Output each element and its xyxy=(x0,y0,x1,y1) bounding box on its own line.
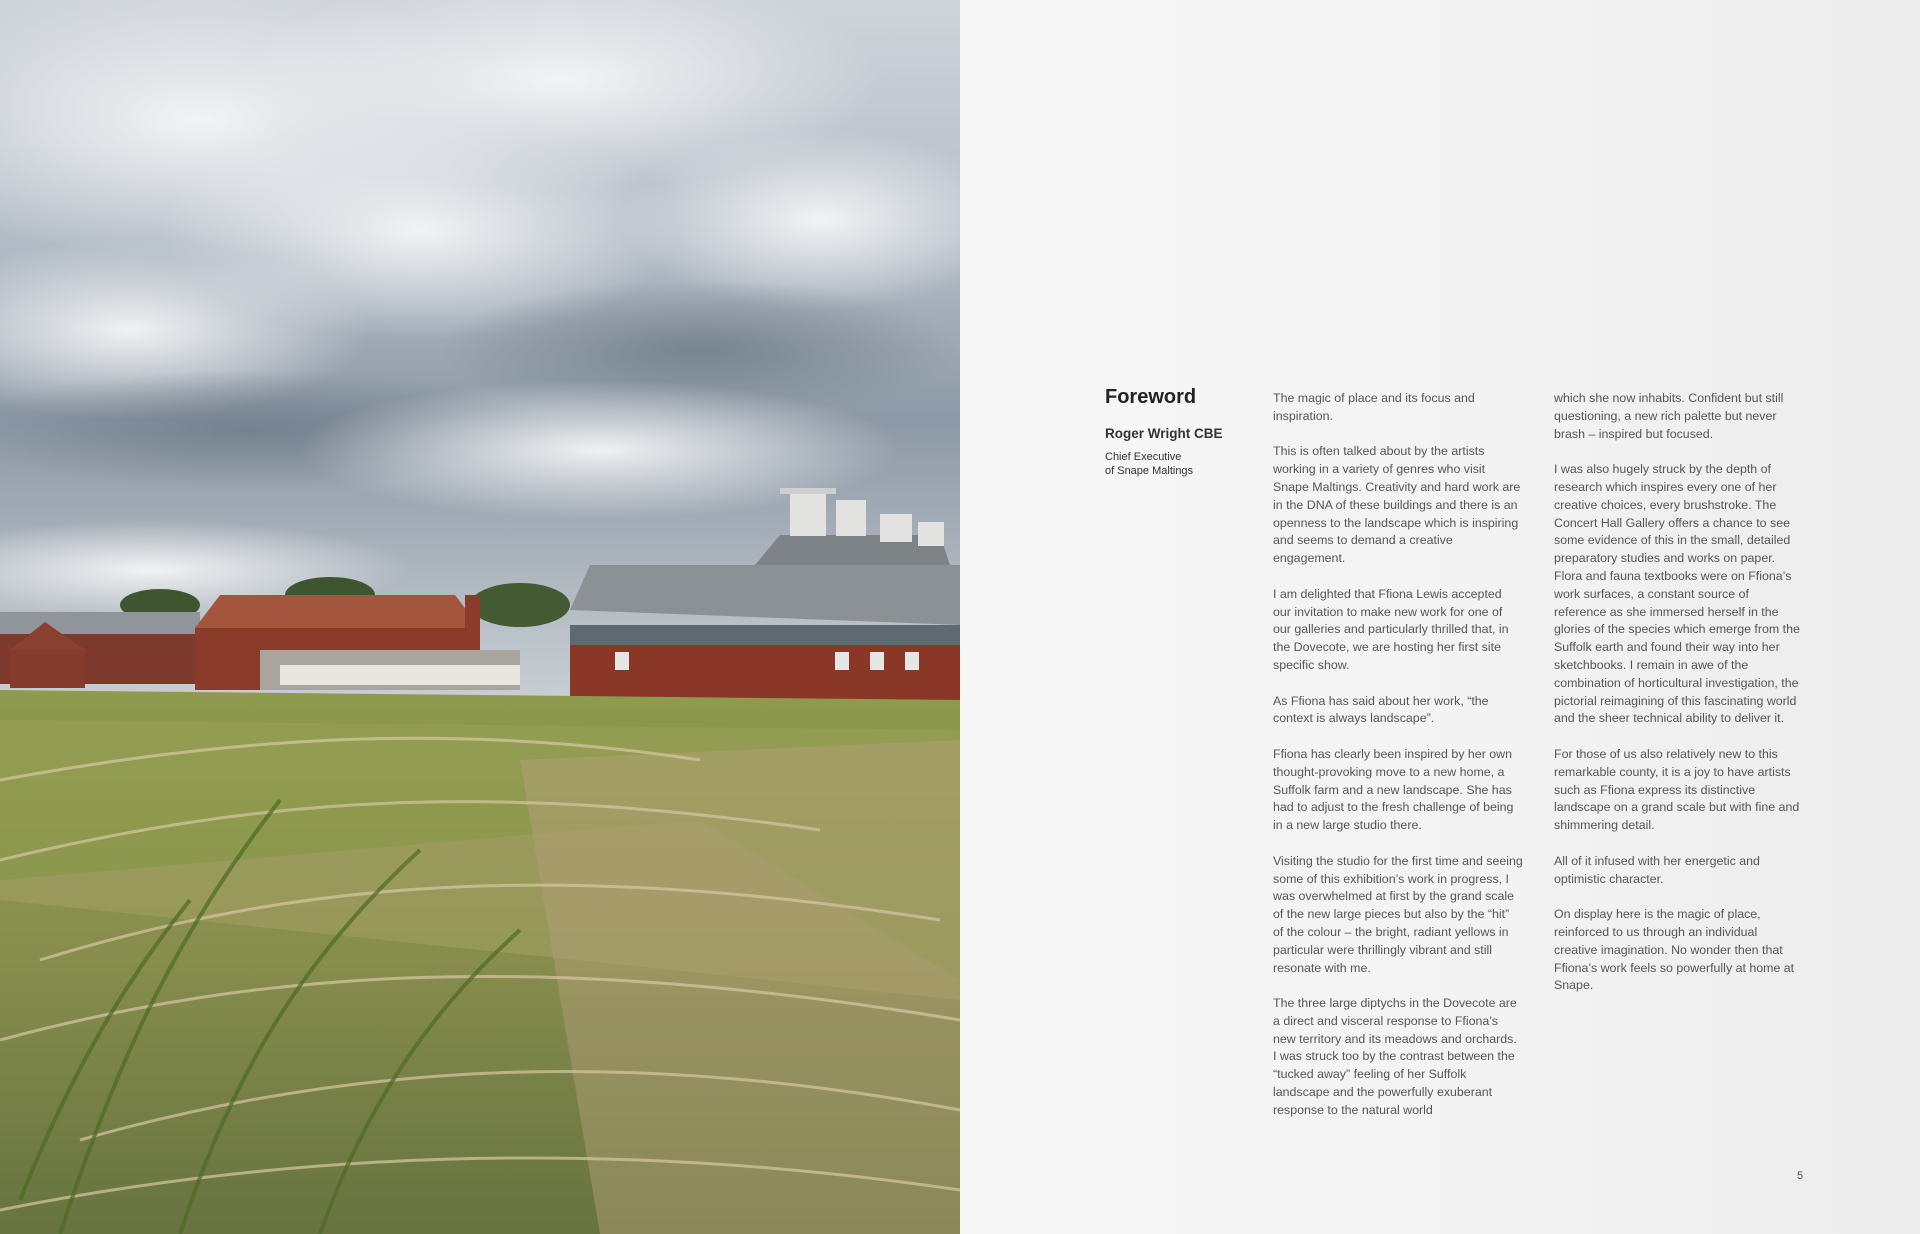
paragraph: Ffiona has clearly been inspired by her own thought-provoking move to a new home, a Suffolk farm and a new landscape. She has had to adjust to the fresh challenge of being in a new large studio there. xyxy=(1273,746,1514,833)
author-role-line-2: of Snape Maltings xyxy=(1105,465,1194,477)
paragraph: I am delighted that Ffiona Lewis accepted our invitation to make new work for one of our galleries and particularly thrilled that, in the Dovecote, we are hosting her first site specific show. xyxy=(1273,586,1509,672)
paragraph: This is often talked about by the artists working in a variety of genres who visit Snape Maltings. Creativity and hard work are in the DNA of these buildings and there is an openness to the landscape which is inspiring and seems to demand a creative engagement. xyxy=(1273,444,1521,566)
page-number: 5 xyxy=(1797,1170,1804,1182)
author-name: Roger Wright CBE xyxy=(1105,426,1223,441)
text-column-1 xyxy=(1273,390,1523,1137)
text-column-2 xyxy=(1554,390,1804,1013)
author-role xyxy=(1105,450,1225,478)
paragraph: The three large diptychs in the Dovecote are a direct and visceral response to Ffiona’s new territory and its meadows and orchards. I was struck too by the contrast between the “tucked away” feeling of her Suffolk landscape and the powerfully exuberant response to the natural world xyxy=(1273,996,1517,1117)
paragraph: Visiting the studio for the first time and seeing some of this exhibition’s work in progress, I was overwhelmed at first by the grand scale of the new large pieces but also by the “hit” of the colour – the bright, radiant yellows in particular were thrillingly vibrant and still resonate with me. xyxy=(1273,853,1523,975)
paragraph: For those of us also relatively new to this remarkable county, it is a joy to have artists such as Ffiona express its distinctive landscape on a grand scale but with fine and shimmering detail. xyxy=(1554,746,1800,833)
author-role-line-1: Chief Executive xyxy=(1105,451,1182,463)
paragraph: which she now inhabits. Confident but still questioning, a new rich palette but never brash – inspired but focused. xyxy=(1554,391,1784,441)
paragraph: On display here is the magic of place, reinforced to us through an individual creative imagination. No wonder then that Ffiona’s work feels so powerfully at home at Snape. xyxy=(1554,907,1795,993)
foreword-title: Foreword xyxy=(1105,386,1197,408)
paragraph: The magic of place and its focus and inspiration. xyxy=(1273,391,1475,423)
paragraph: I was also hugely struck by the depth of research which inspires every one of her creative choices, every brushstroke. The Concert Hall Gallery offers a chance to see some evidence of this in the small, detailed preparatory studies and works on paper. Flora and fauna textbooks were on Ffiona’s work surfaces, a constant source of reference as she immersed herself in the glories of the species which emerge from the Suffolk earth and found their way into her sketchbooks. I remain in awe of the combination of horticultural investigation, the pictorial reimagining of this fascinating world and the sheer technical ability to deliver it. xyxy=(1554,462,1800,726)
paragraph: All of it infused with her energetic and optimistic character. xyxy=(1554,853,1760,886)
paragraph: As Ffiona has said about her work, “the context is always landscape”. xyxy=(1273,693,1489,726)
